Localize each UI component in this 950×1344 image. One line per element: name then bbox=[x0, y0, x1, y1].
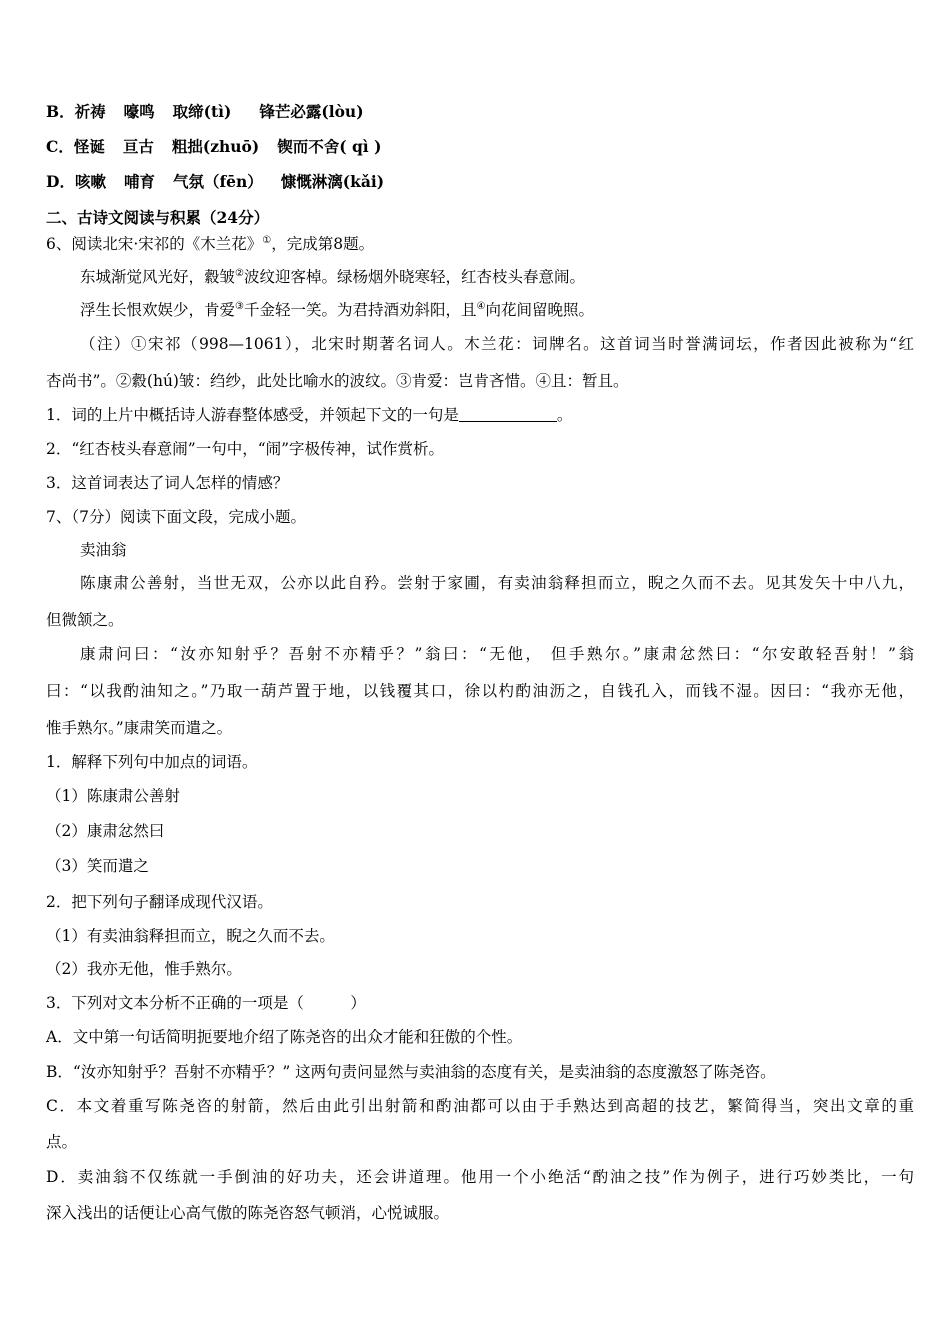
option-d bbox=[46, 172, 384, 192]
q7-sub-1-item-3: （3）笑而遣之 bbox=[46, 857, 149, 875]
word: 亘古 bbox=[122, 137, 154, 156]
passage-p1-line-2: 但微颔之。 bbox=[46, 611, 124, 629]
q7-sub-2-item-2: （2）我亦无他，惟手熟尔。 bbox=[46, 960, 242, 978]
word: 气氛（fēn） bbox=[172, 172, 263, 191]
q6-sub-2: 2．“红杏枝头春意闹”一句中，“闹”字极传神，试作赏析。 bbox=[46, 440, 445, 458]
passage-title: 卖油翁 bbox=[80, 541, 127, 559]
q6-intro bbox=[46, 234, 374, 254]
word: 锋芒必露(lòu) bbox=[259, 102, 364, 121]
word: 取缔(tì) bbox=[172, 102, 232, 121]
text: 波纹迎客棹。绿杨烟外晓寒轻，红杏枝头春意闹。 bbox=[243, 268, 585, 286]
poem-line-2 bbox=[80, 300, 594, 320]
text: 。 bbox=[556, 406, 573, 424]
choice-d-line-2: 深入浅出的话便让心高气傲的陈尧咨怒气顿消，心悦诚服。 bbox=[46, 1204, 450, 1222]
note-line-2: 杏尚书”。②縠(hú)皱：绉纱，此处比喻水的波纹。③肯爱：岂肯吝惜。④且：暂且。 bbox=[46, 372, 629, 390]
choice-c-line-1: C．本文着重写陈尧咨的射箭，然后由此引出射箭和酌油都可以由于手熟达到高超的技艺，繁简得当，突出文章的重 bbox=[46, 1097, 914, 1115]
option-c bbox=[46, 137, 381, 157]
choice-d-line-1: D．卖油翁不仅练就一手倒油的好功夫，还会讲道理。他用一个小绝活“酌油之技”作为例子，进行巧妙类比，一句 bbox=[46, 1168, 914, 1186]
word: 嚎鸣 bbox=[123, 102, 155, 121]
text: 向花间留晚照。 bbox=[485, 301, 594, 319]
word: 粗拙(zhuō) bbox=[171, 137, 260, 156]
choice-b: B．“汝亦知射乎？吾射不亦精乎？” 这两句责问显然与卖油翁的态度有关，是卖油翁的态度激怒了陈尧咨。 bbox=[46, 1063, 776, 1081]
footnote-marker: ② bbox=[235, 268, 244, 279]
poem-line-1 bbox=[80, 267, 585, 287]
answer-blank[interactable] bbox=[459, 407, 557, 422]
q6-sub-1 bbox=[46, 405, 572, 425]
option-label: D． bbox=[46, 172, 75, 191]
q7-sub-1: 1．解释下列句中加点的词语。 bbox=[46, 753, 258, 771]
text: 千金轻一笑。为君持酒劝斜阳，且 bbox=[243, 301, 477, 319]
word: 怪诞 bbox=[73, 137, 105, 156]
q7-intro: 7、（7分）阅读下面文段，完成小题。 bbox=[46, 508, 306, 526]
q7-sub-3: 3．下列对文本分析不正确的一项是（ ） bbox=[46, 994, 366, 1012]
word: 锲而不舍( qì ) bbox=[277, 137, 382, 156]
word: 祈祷 bbox=[74, 102, 106, 121]
choice-c-line-2: 点。 bbox=[46, 1133, 78, 1151]
note-line-1: （注）①宋祁（998—1061），北宋时期著名词人。木兰花：词牌名。这首词当时誉满词坛，作者因此被称为“红 bbox=[80, 335, 914, 353]
option-label: C． bbox=[46, 137, 74, 156]
q6-sub-3: 3．这首词表达了词人怎样的情感？ bbox=[46, 474, 289, 492]
text: 浮生长恨欢娱少，肯爱 bbox=[80, 301, 236, 319]
option-label: B． bbox=[46, 102, 75, 121]
passage-p2-line-1: 康肃问曰：“汝亦知射乎？吾射不亦精乎？”翁曰：“无他， 但手熟尔。”康肃忿然曰：“尔安敢轻吾射！”翁 bbox=[80, 645, 914, 663]
section-heading: 二、古诗文阅读与积累（24分） bbox=[46, 208, 270, 227]
word: 咳嗽 bbox=[74, 172, 106, 191]
q7-sub-2: 2．把下列句子翻译成现代汉语。 bbox=[46, 893, 273, 911]
passage-p1-line-1: 陈康肃公善射，当世无双，公亦以此自矜。尝射于家圃，有卖油翁释担而立，睨之久而不去。见其发矢十中八九， bbox=[80, 574, 914, 592]
text: ，完成第8题。 bbox=[271, 235, 375, 253]
q7-sub-2-item-1: （1）有卖油翁释担而立，睨之久而不去。 bbox=[46, 927, 335, 945]
passage-p2-line-3: 惟手熟尔。”康肃笑而遣之。 bbox=[46, 719, 233, 737]
choice-a: A．文中第一句话简明扼要地介绍了陈尧咨的出众才能和狂傲的个性。 bbox=[46, 1028, 523, 1046]
footnote-marker: ③ bbox=[235, 301, 244, 312]
q7-sub-1-item-2: （2）康肃忿然曰 bbox=[46, 822, 165, 840]
word: 慷慨淋漓(kǎi) bbox=[280, 172, 385, 191]
passage-p2-line-2: 曰：“以我酌油知之。”乃取一葫芦置于地，以钱覆其口，徐以杓酌油沥之，自钱孔入，而钱不湿。因曰：“我亦无他， bbox=[46, 682, 914, 700]
footnote-marker: ① bbox=[262, 235, 272, 246]
q7-sub-1-item-1: （1）陈康肃公善射 bbox=[46, 787, 180, 805]
word: 哺育 bbox=[123, 172, 155, 191]
text: 东城渐觉风光好，縠皱 bbox=[80, 268, 236, 286]
option-b bbox=[46, 102, 364, 122]
text: 1．词的上片中概括诗人游春整体感受，并领起下文的一句是 bbox=[46, 406, 459, 424]
footnote-marker: ④ bbox=[476, 301, 486, 312]
text: 6、阅读北宋·宋祁的《木兰花》 bbox=[46, 235, 263, 253]
